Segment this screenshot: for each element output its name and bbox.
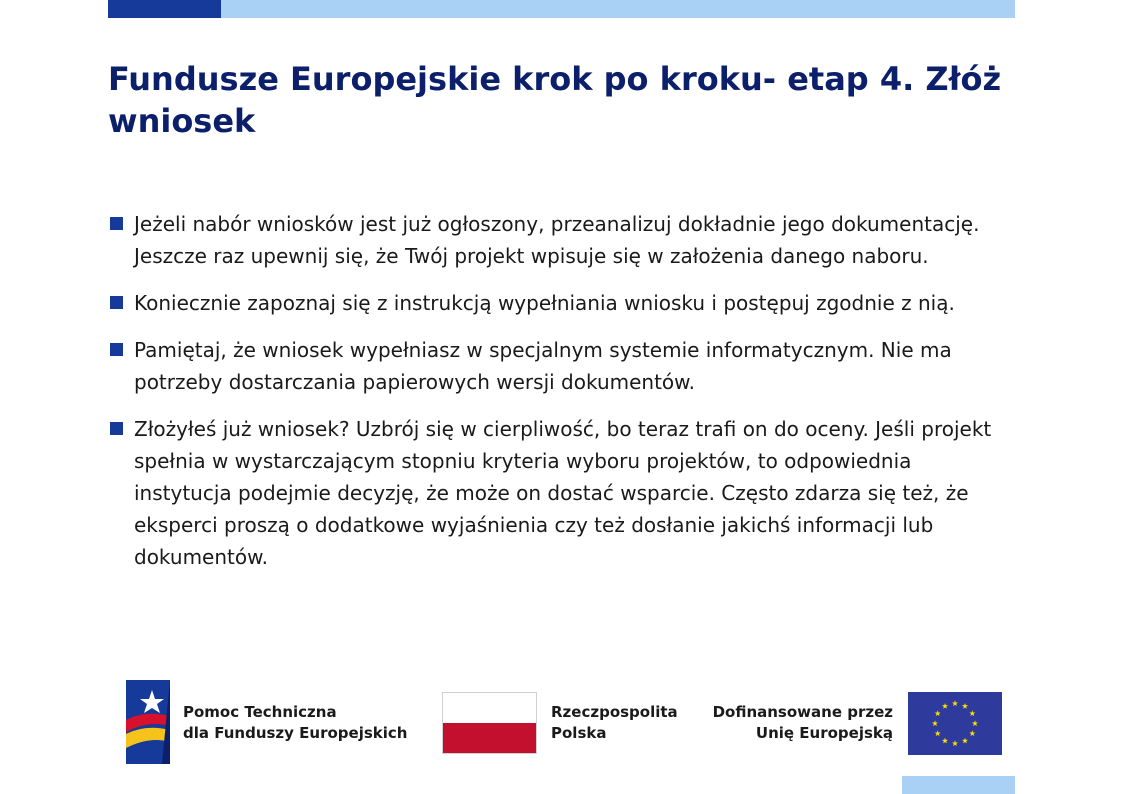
eu-cofinancing-label (713, 702, 893, 744)
pl-label-line1: Rzeczpospolita (551, 703, 678, 721)
bullet-text: Koniecznie zapoznaj się z instrukcją wypełniania wniosku i postępuj zgodnie z nią. (134, 291, 955, 315)
square-bullet-icon (110, 422, 123, 435)
slide-title: Fundusze Europejskie krok po kroku- etap 4. Złóż wniosek (108, 60, 1002, 140)
square-bullet-icon (110, 217, 123, 230)
eu-label-line2: Unię Europejską (755, 724, 893, 742)
bullet-item (108, 208, 1013, 272)
top-accent-bar-light (221, 0, 1015, 18)
footer-logo-strip (108, 662, 1015, 776)
bullet-item (108, 413, 1013, 573)
poland-flag-icon (442, 692, 537, 754)
fe-label-line1: Pomoc Techniczna (183, 703, 337, 721)
bullet-text: Pamiętaj, że wniosek wypełniasz w specjalnym systemie informatycznym. Nie ma potrzeby dostarczania papierowych wersji dokumentów. (134, 338, 952, 394)
european-funds-label (183, 702, 407, 744)
eu-flag-icon (908, 692, 1002, 755)
bullet-item (108, 334, 1013, 398)
pl-label-line2: Polska (551, 724, 607, 742)
european-funds-logo-icon (126, 680, 170, 764)
top-accent-bar-dark (108, 0, 221, 18)
bottom-accent-bar-light (902, 776, 1015, 794)
fe-label-line2: dla Funduszy Europejskich (183, 724, 408, 742)
bullet-text: Jeżeli nabór wniosków jest już ogłoszony, przeanalizuj dokładnie jego dokumentację. Jeszcze raz upewnij się, że Twój projekt wpisuje się w założenia danego naboru. (134, 212, 980, 268)
square-bullet-icon (110, 343, 123, 356)
square-bullet-icon (110, 296, 123, 309)
bullet-item (108, 287, 1013, 319)
eu-label-line1: Dofinansowane przez (712, 703, 893, 721)
poland-label (551, 702, 678, 744)
bullet-text: Złożyłeś już wniosek? Uzbrój się w cierpliwość, bo teraz trafi on do oceny. Jeśli projekt spełnia w wystarczającym stopniu kryteria wyboru projektów, to odpowiednia instytucja podejmie decyzję, że może on dostać wsparcie. Często zdarza się też, że eksperci proszą o dodatkowe wyjaśnienia czy też dosłanie jakichś informacji lub dokumentów. (134, 417, 992, 569)
bullet-list (108, 208, 1013, 588)
